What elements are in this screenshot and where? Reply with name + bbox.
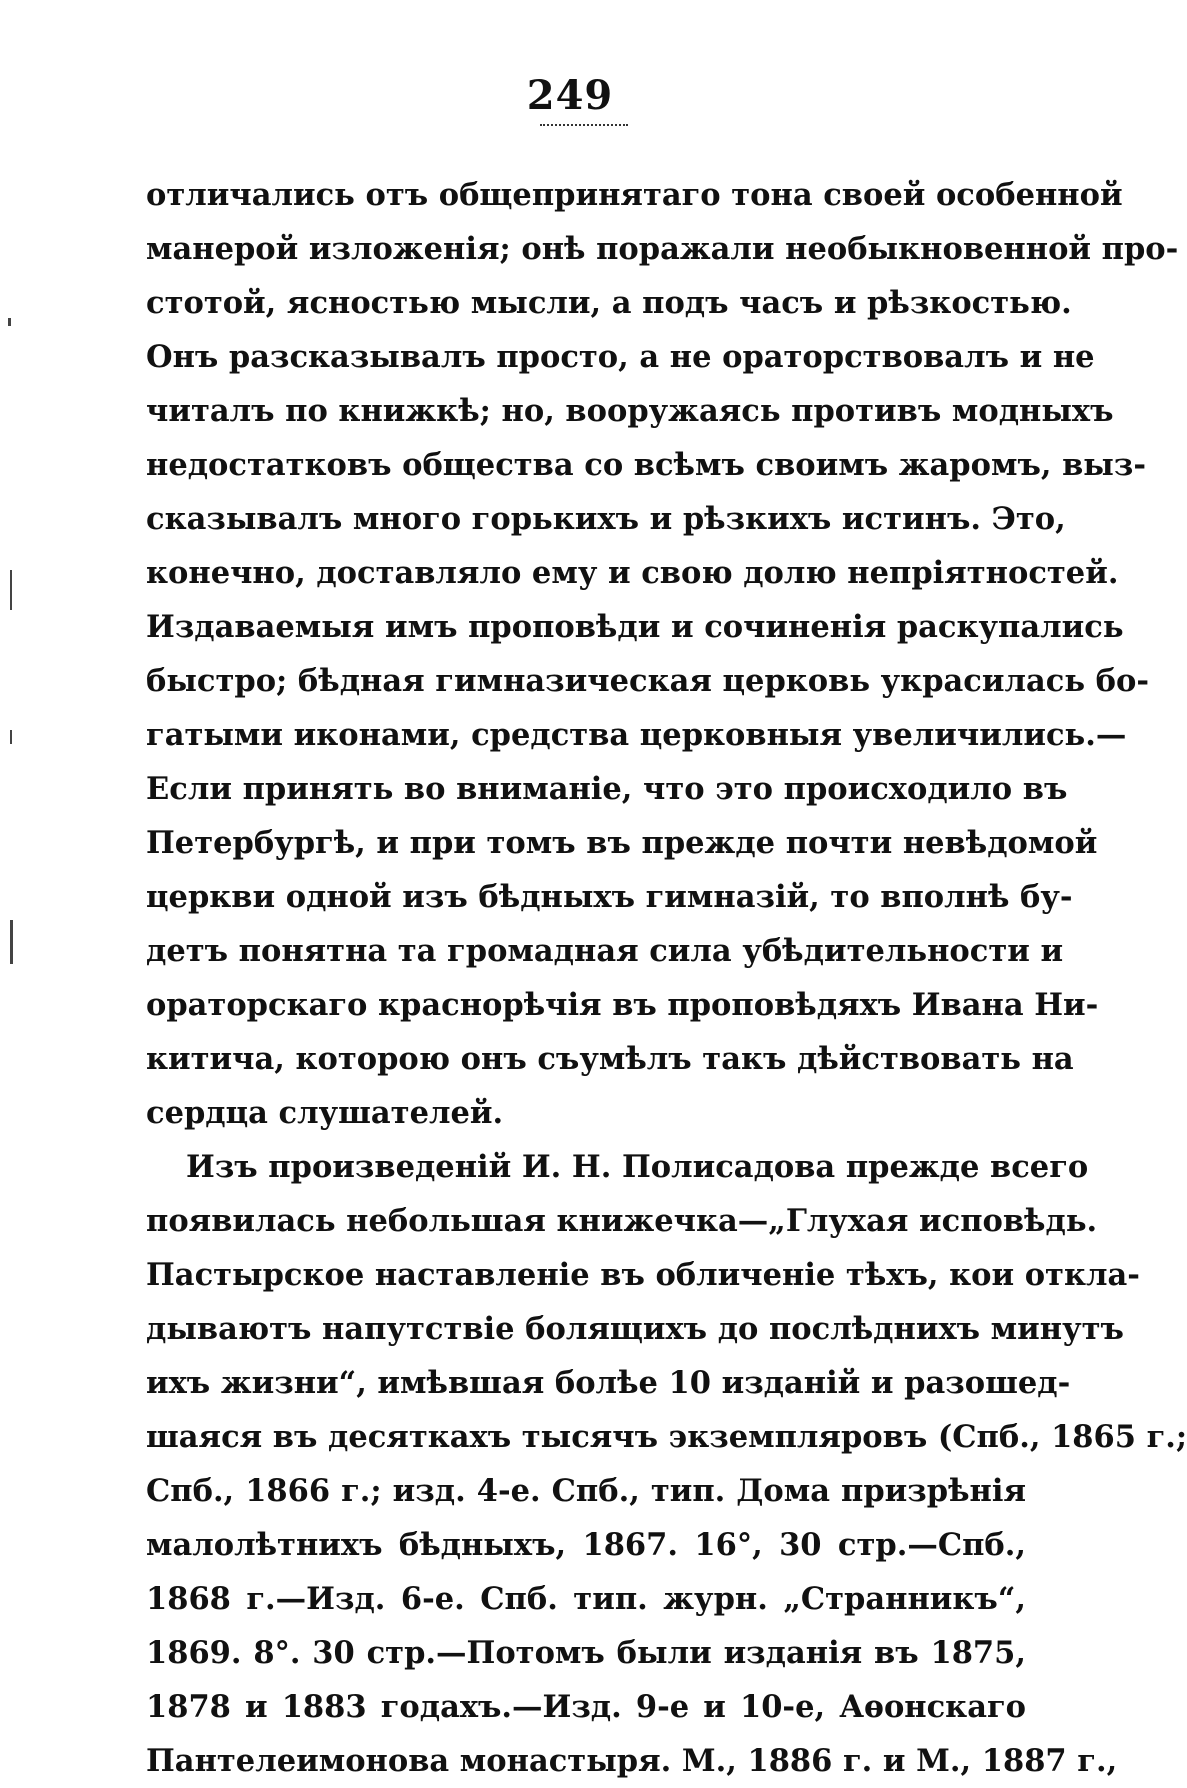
text-line: ихъ жизни“, имѣвшая болѣе 10 изданій и разошед- <box>146 1365 1071 1401</box>
text-line-paragraph-end: сердца слушателей. <box>146 1095 504 1131</box>
text-line: появилась небольшая книжечка—„Глухая исповѣдь. <box>146 1203 1098 1239</box>
body-text <box>146 168 1187 1788</box>
text-line: Если принять во вниманіе, что это происходило въ <box>146 771 1068 807</box>
margin-scan-mark <box>10 570 12 610</box>
page-number-rule <box>540 124 628 126</box>
text-line: китича, которою онъ съумѣлъ такъ дѣйствовать на <box>146 1041 1074 1077</box>
text-line: Издаваемыя имъ проповѣди и сочиненія раскупались <box>146 609 1124 645</box>
text-line: манерой изложенія; онѣ поражали необыкновенной про- <box>146 231 1179 267</box>
text-line: ораторскаго краснорѣчія въ проповѣдяхъ Ивана Ни- <box>146 987 1099 1023</box>
text-line: стотой, ясностью мысли, а подъ часъ и рѣзкостью. <box>146 285 1072 321</box>
text-line: быстро; бѣдная гимназическая церковь украсилась бо- <box>146 663 1149 699</box>
text-line-paragraph-start: Изъ произведеній И. Н. Полисадова прежде всего <box>186 1149 1089 1185</box>
text-line: сказывалъ много горькихъ и рѣзкихъ истинъ. Это, <box>146 501 1066 537</box>
text-line: малолѣтнихъ бѣдныхъ, 1867. 16°, 30 стр.—Спб., <box>146 1527 1026 1563</box>
margin-scan-mark <box>10 730 12 744</box>
text-line: дываютъ напутствіе болящихъ до послѣднихъ минутъ <box>146 1311 1124 1347</box>
text-line: Спб., 1866 г.; изд. 4-е. Спб., тип. Дома призрѣнія <box>146 1473 1026 1509</box>
text-line: Пантелеимонова монастыря. М., 1886 г. и М., 1887 г., <box>146 1743 1118 1779</box>
text-line: читалъ по книжкѣ; но, вооружаясь противъ модныхъ <box>146 393 1114 429</box>
text-line: 1869. 8°. 30 стр.—Потомъ были изданія въ 1875, <box>146 1635 1026 1671</box>
text-line: Петербургѣ, и при томъ въ прежде почти невѣдомой <box>146 825 1098 861</box>
text-line: конечно, доставляло ему и свою долю непріятностей. <box>146 555 1119 591</box>
margin-scan-mark <box>8 318 11 326</box>
text-line: церкви одной изъ бѣдныхъ гимназій, то вполнѣ бу- <box>146 879 1073 915</box>
text-line: детъ понятна та громадная сила убѣдительности и <box>146 933 1064 969</box>
text-line: Онъ разсказывалъ просто, а не ораторствовалъ и не <box>146 339 1095 375</box>
text-line: 1868 г.—Изд. 6-е. Спб. тип. журн. „Странникъ“, <box>146 1581 1026 1617</box>
text-line: 1878 и 1883 годахъ.—Изд. 9-е и 10-е, Аѳонскаго <box>146 1689 1026 1725</box>
margin-scan-mark <box>10 920 13 964</box>
text-line: шаяся въ десяткахъ тысячъ экземпляровъ (Спб., 1865 г.; <box>146 1419 1187 1455</box>
text-line: Пастырское наставленіе въ обличеніе тѣхъ, кои откла- <box>146 1257 1140 1293</box>
text-line: гатыми иконами, средства церковныя увеличились.— <box>146 717 1127 753</box>
page-number: 249 <box>526 72 614 119</box>
text-line: недостатковъ общества со всѣмъ своимъ жаромъ, выз- <box>146 447 1146 483</box>
text-line: отличались отъ общепринятаго тона своей особенной <box>146 177 1123 213</box>
